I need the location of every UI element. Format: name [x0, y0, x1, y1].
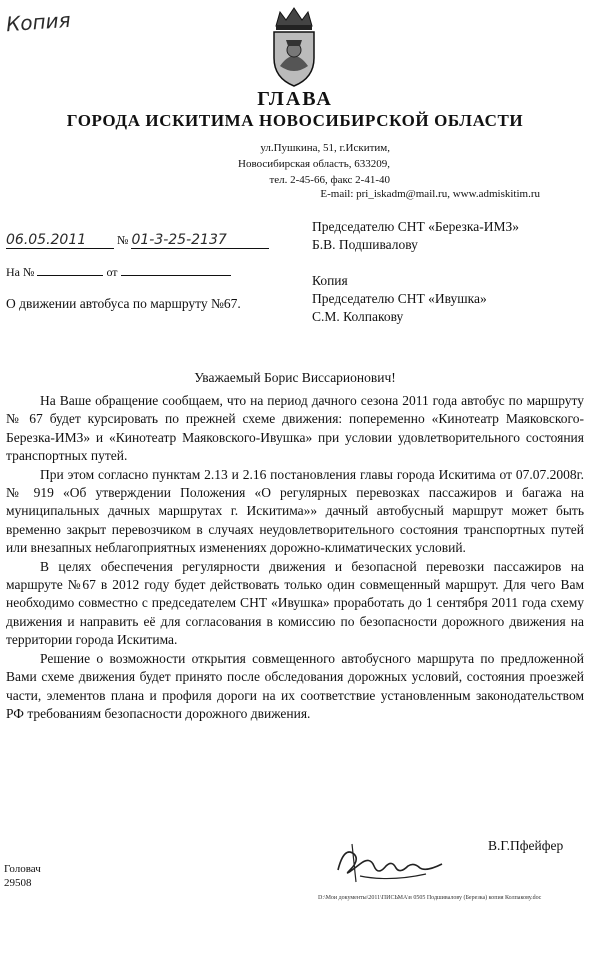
header-title-line2: ГОРОДА ИСКИТИМА НОВОСИБИРСКОЙ ОБЛАСТИ: [66, 111, 524, 130]
in-reply-blank: [37, 263, 103, 276]
copy-handwritten-mark: Копия: [5, 7, 72, 37]
executor-name: Головач: [4, 863, 41, 875]
body-paragraph: В целях обеспечения регулярности движения и безопасной перевозки пассажиров на маршруте №67 в 2012 году будет действовать только один совмещенный маршрут. Для чего Вам необходимо совместно с председателем СНТ «Ивушка» проработать до 1 сентября 2011 года схему движения и направить её для согласования в комиссию по безопасности дорожного движения на территории города Искитима.: [6, 558, 584, 648]
coat-of-arms-icon: [266, 6, 322, 88]
footer-file-path: D:\Мои документы\2011\ПИСЬМА\в 0505 Подшивалову (Березка) копия Колпакову.doc: [318, 895, 542, 901]
body-paragraph: Решение о возможности открытия совмещенного автобусного маршрута по предложенной Вами схеме движения будет принято после обследования дорожных условий, состояния проезжей части, элементов плана и профиля дороги на их соответствие установленным законодательством РФ требованиям безопасности дорожного движения.: [6, 650, 584, 721]
letter-body: [6, 392, 584, 723]
executor-phone: 29508: [4, 877, 32, 889]
greeting: Уважаемый Борис Виссарионович!: [194, 370, 396, 385]
address-line1: ул.Пушкина, 51, г.Искитим,: [260, 142, 390, 154]
addressee-line1: Председателю СНТ «Березка-ИМЗ»: [312, 219, 519, 234]
addressee-copy-label: Копия: [312, 273, 348, 288]
handwritten-date: 06.05.2011: [6, 232, 114, 249]
phone-line: тел. 2-45-66, факс 2-41-40: [269, 174, 390, 186]
executor-block: [4, 862, 41, 890]
body-paragraph: На Ваше обращение сообщаем, что на период дачного сезона 2011 года автобус по маршруту № 67 будет курсировать по прежней схеме движения: попеременно «Кинотеатр Маяковского- Березка-ИМЗ» и «Кинотеатр Маяковского-Ивушка» при условии удовлетворительного состояния транспортных путей.: [6, 393, 584, 464]
header-title-line1: ГЛАВА: [257, 88, 333, 110]
addressee-block: [312, 218, 519, 326]
addressee-line3: Председателю СНТ «Ивушка»: [312, 291, 487, 306]
number-label: №: [117, 233, 129, 247]
header-contacts: [200, 140, 390, 188]
handwritten-number: 01-3-25-2137: [131, 232, 269, 249]
body-paragraph: При этом согласно пунктам 2.13 и 2.16 постановления главы города Искитима от 07.07.2008г. № 919 «Об утверждении Положения «О регулярных перевозках пассажиров и багажа на муниципальных дачных маршрутах г. Искитима»» дачный автобусный маршрут может быть временно закрыт перевозчиком в случаях неудовлетворительного состояния транспортных путей или внезапных неблагоприятных изменениях дорожно-климатических условий.: [6, 466, 584, 556]
in-reply-registration: [6, 263, 231, 280]
email-line: E-mail: pri_iskadm@mail.ru, www.admiskitim.ru: [320, 188, 540, 200]
addressee-line2: Б.В. Подшивалову: [312, 237, 418, 252]
in-reply-label: На №: [6, 265, 35, 279]
addressee-line4: С.М. Колпакову: [312, 309, 404, 324]
subject-line: О движении автобуса по маршруту №67.: [6, 296, 241, 311]
from-blank: [121, 263, 231, 276]
signer-name: В.Г.Пфейфер: [488, 838, 564, 853]
outgoing-registration: [6, 232, 269, 249]
address-line2: Новосибирская область, 633209,: [238, 158, 390, 170]
signature-icon: [330, 836, 450, 890]
from-label: от: [106, 265, 118, 279]
